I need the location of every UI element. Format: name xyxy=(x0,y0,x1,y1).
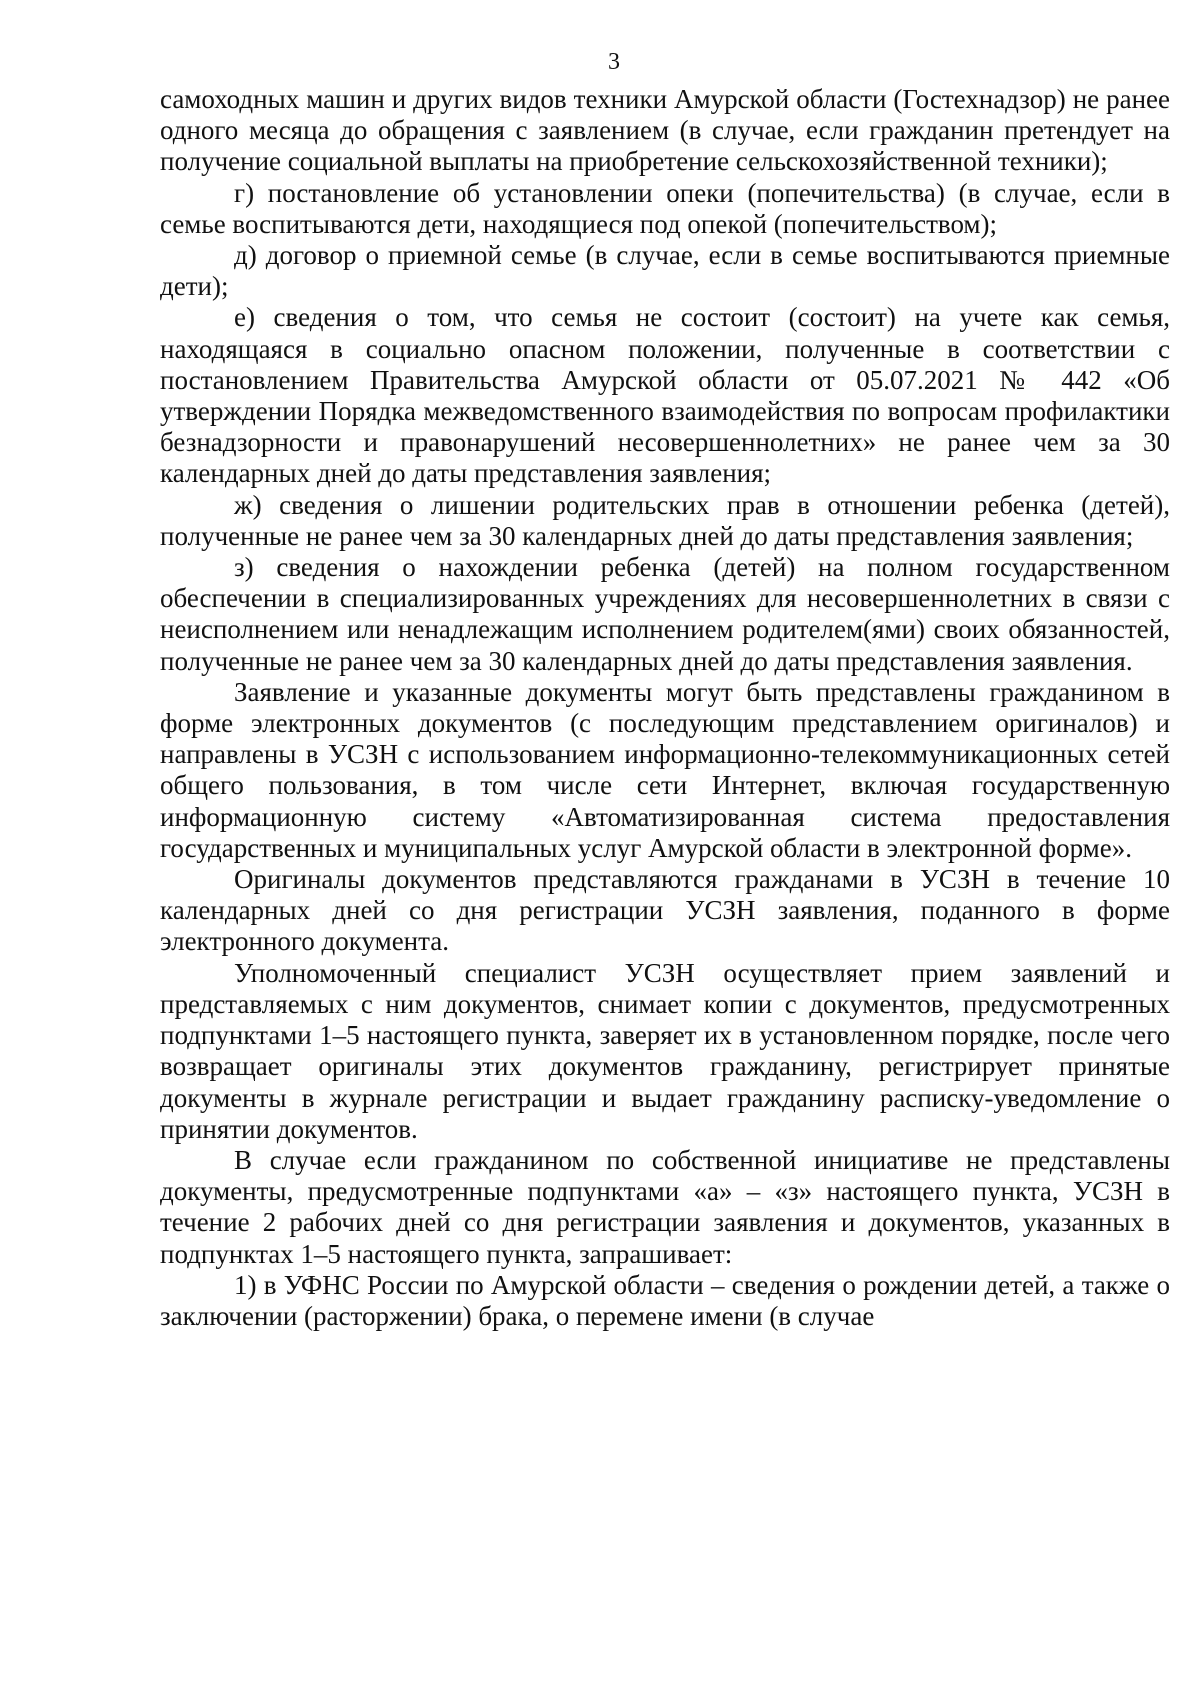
paragraph-item-e: е) сведения о том, что семья не состоит (состоит) на учете как семья, находящаяся в социально опасном положении, полученные в соответствии с постановлением Правительства Амурской области от 05.07.2021 № 442 «Об утверждении Порядка межведомственного взаимодействия по вопросам профилактики безнадзорности и правонарушений несовершеннолетних» не ранее чем за 30 календарных дней до даты представления заявления; xyxy=(160,302,1170,489)
paragraph-item-d: д) договор о приемной семье (в случае, если в семье воспитываются приемные дети); xyxy=(160,240,1170,302)
paragraph-item-g: г) постановление об установлении опеки (попечительства) (в случае, если в семье воспитываются дети, находящиеся под опекой (попечительством); xyxy=(160,177,1170,239)
paragraph-item-zh: ж) сведения о лишении родительских прав в отношении ребенка (детей), полученные не ранее чем за 30 календарных дней до даты представления заявления; xyxy=(160,489,1170,551)
paragraph-continuation: самоходных машин и других видов техники Амурской области (Гостехнадзор) не ранее одного месяца до обращения с заявлением (в случае, если гражданин претендует на получение социальной выплаты на приобретение сельскохозяйственной техники); xyxy=(160,84,1170,177)
paragraph-specialist: Уполномоченный специалист УСЗН осуществляет прием заявлений и представляемых с ним документов, снимает копии с документов, предусмотренных подпунктами 1–5 настоящего пункта, заверяет их в установленном порядке, после чего возвращает оригиналы этих документов гражданину, регистрирует принятые документы в журнале регистрации и выдает гражданину расписку-уведомление о принятии документов. xyxy=(160,957,1170,1144)
page-number: 3 xyxy=(608,49,620,75)
paragraph-interagency-request: В случае если гражданином по собственной инициативе не представлены документы, предусмотренные подпунктами «а» – «з» настоящего пункта, УСЗН в течение 2 рабочих дней со дня регистрации заявления и документов, указанных в подпунктах 1–5 настоящего пункта, запрашивает: xyxy=(160,1144,1170,1269)
paragraph-item-1: 1) в УФНС России по Амурской области – сведения о рождении детей, а также о заключении (расторжении) брака, о перемене имени (в случае xyxy=(160,1269,1170,1331)
paragraph-originals: Оригиналы документов представляются гражданами в УСЗН в течение 10 календарных дней со дня регистрации УСЗН заявления, поданного в форме электронного документа. xyxy=(160,864,1170,957)
paragraph-electronic-submission: Заявление и указанные документы могут быть представлены гражданином в форме электронных документов (с последующим представлением оригиналов) и направлены в УСЗН с использованием информационно-телекоммуникационных сетей общего пользования, в том числе сети Интернет, включая государственную информационную систему «Автоматизированная система предоставления государственных и муниципальных услуг Амурской области в электронной форме». xyxy=(160,676,1170,863)
document-body xyxy=(160,84,1170,1332)
paragraph-item-z: з) сведения о нахождении ребенка (детей) на полном государственном обеспечении в специализированных учреждениях для несовершеннолетних в связи с неисполнением или ненадлежащим исполнением родителем(ями) своих обязанностей, полученные не ранее чем за 30 календарных дней до даты представления заявления. xyxy=(160,552,1170,676)
